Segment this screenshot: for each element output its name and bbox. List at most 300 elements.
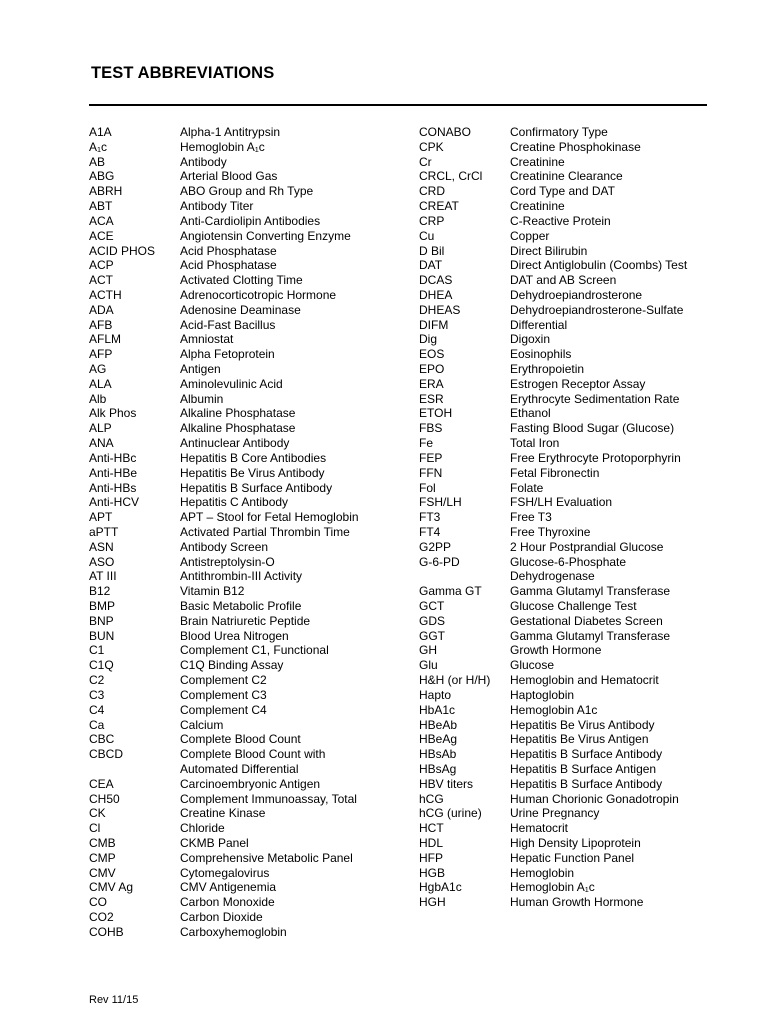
abbreviation-meaning: Adrenocorticotropic Hormone [180, 287, 337, 302]
left-abbreviation-column [89, 125, 359, 940]
abbreviation-meaning: Hepatitis Be Virus Antibody [510, 717, 655, 732]
abbreviation: FEP [419, 450, 443, 465]
abbreviation: AFB [89, 317, 113, 332]
abbreviation-row [419, 184, 687, 199]
abbreviation: C1 [89, 643, 105, 658]
abbreviation: AT III [89, 569, 117, 584]
abbreviation: DCAS [419, 273, 453, 288]
abbreviation: BMP [89, 599, 116, 613]
abbreviation-meaning: CKMB Panel [180, 836, 249, 850]
abbreviation-meaning: Free T3 [510, 510, 552, 525]
abbreviation-row [89, 199, 359, 214]
abbreviation: ANA [89, 436, 114, 451]
abbreviation-row [89, 406, 359, 421]
abbreviation: CO2 [89, 910, 114, 925]
abbreviation-row [89, 866, 359, 881]
abbreviation-meaning: Eosinophils [510, 347, 572, 362]
abbreviation: FSH/LH [419, 495, 462, 510]
abbreviation-row [89, 629, 359, 644]
abbreviation: C3 [89, 687, 105, 702]
abbreviation-row [419, 569, 687, 584]
abbreviation-row [89, 925, 359, 940]
abbreviation: GDS [419, 613, 446, 628]
abbreviation: CRP [419, 213, 445, 228]
abbreviation-row [89, 451, 359, 466]
abbreviation: AFP [89, 347, 113, 362]
abbreviation-meaning: Gamma Glutamyl Transferase [510, 584, 671, 599]
abbreviation-row [89, 436, 359, 451]
abbreviation: C2 [89, 673, 105, 688]
abbreviation-row [419, 540, 687, 555]
abbreviation-meaning: Antibody Screen [180, 539, 269, 554]
abbreviation: Ca [89, 717, 105, 732]
abbreviation-meaning: Erythropoietin [510, 362, 585, 376]
abbreviation: CMB [89, 836, 116, 850]
abbreviation-meaning: Hemoglobin [510, 865, 575, 880]
abbreviation-meaning: ABO Group and Rh Type [180, 184, 314, 199]
abbreviation-meaning: Copper [510, 228, 550, 243]
abbreviation-row [89, 880, 359, 895]
abbreviation-meaning: Estrogen Receptor Assay [510, 376, 646, 391]
abbreviation-row [89, 229, 359, 244]
abbreviation: Alb [89, 391, 107, 406]
abbreviation: HCT [419, 821, 444, 836]
abbreviation-meaning: Complete Blood Count [180, 732, 301, 747]
abbreviation-row [419, 673, 687, 688]
abbreviation-meaning: Antistreptolysin-O [180, 554, 275, 569]
abbreviation: CK [89, 806, 106, 821]
abbreviation: G2PP [419, 539, 452, 554]
abbreviation: BUN [89, 628, 115, 643]
abbreviation-row [419, 599, 687, 614]
abbreviation: ABT [89, 199, 113, 214]
abbreviation-row [89, 658, 359, 673]
abbreviation [89, 762, 180, 777]
abbreviation-meaning: Dehydroepiandrosterone [510, 287, 643, 302]
abbreviation-row [419, 614, 687, 629]
abbreviation-meaning: Alkaline Phosphatase [180, 406, 296, 421]
abbreviation-row [419, 169, 687, 184]
abbreviation: HBsAg [419, 761, 457, 776]
abbreviation-meaning: Hepatitis B Core Antibodies [180, 450, 327, 465]
abbreviation-meaning: Total Iron [510, 436, 560, 451]
abbreviation-meaning: Direct Antiglobulin (Coombs) Test [510, 258, 688, 273]
abbreviation-row [89, 614, 359, 629]
abbreviation: AG [89, 362, 107, 376]
abbreviation-row [89, 421, 359, 436]
abbreviation-row [89, 332, 359, 347]
abbreviation-row [89, 362, 359, 377]
abbreviation: GCT [419, 599, 445, 613]
abbreviation-meaning: Carboxyhemoglobin [180, 924, 287, 939]
abbreviation: CH50 [89, 791, 120, 806]
abbreviation: hCG [419, 791, 444, 806]
abbreviation-meaning: Human Growth Hormone [510, 895, 644, 910]
abbreviation: CREAT [419, 199, 459, 214]
abbreviation-meaning: Dehydroepiandrosterone-Sulfate [510, 302, 684, 317]
abbreviation-row [89, 392, 359, 407]
abbreviation: GGT [419, 628, 445, 643]
abbreviation-row [89, 125, 359, 140]
abbreviation: ACE [89, 228, 114, 243]
abbreviation: Cl [89, 821, 101, 836]
abbreviation: BNP [89, 613, 114, 628]
abbreviation-row [419, 851, 687, 866]
abbreviation-meaning: Alpha-1 Antitrypsin [180, 125, 281, 139]
abbreviation-row [89, 273, 359, 288]
abbreviation-row [419, 836, 687, 851]
abbreviation: EOS [419, 347, 445, 362]
abbreviation-row [419, 244, 687, 259]
abbreviation-row [89, 288, 359, 303]
abbreviation-row [419, 806, 687, 821]
abbreviation: HGB [419, 865, 446, 880]
abbreviation-row [89, 169, 359, 184]
abbreviation: Fol [419, 480, 436, 495]
abbreviation: C4 [89, 702, 105, 717]
abbreviation-meaning: Alpha Fetoprotein [180, 347, 275, 362]
abbreviation-meaning: Cord Type and DAT [510, 184, 615, 199]
abbreviation: CBCD [89, 747, 124, 762]
abbreviation-meaning: Glucose-6-Phosphate [510, 554, 627, 569]
abbreviation: HBeAb [419, 717, 458, 732]
abbreviation: H&H (or H/H) [419, 673, 491, 688]
abbreviation: Glu [419, 658, 438, 673]
abbreviation-meaning: Human Chorionic Gonadotropin [510, 791, 679, 806]
abbreviation-row [419, 658, 687, 673]
abbreviation-meaning: Hemoglobin and Hematocrit [510, 673, 659, 688]
title-divider [89, 104, 707, 106]
abbreviation-row [419, 895, 687, 910]
abbreviation-meaning: CMV Antigenemia [180, 880, 277, 895]
abbreviation-row [419, 481, 687, 496]
abbreviation-meaning: Dehydrogenase [510, 569, 595, 584]
abbreviation-meaning: Creatinine Clearance [510, 169, 623, 184]
abbreviation-meaning: Growth Hormone [510, 643, 602, 658]
abbreviation: Anti-HBe [89, 465, 138, 480]
abbreviation-meaning: Activated Partial Thrombin Time [180, 524, 350, 539]
abbreviation-meaning: Hepatic Function Panel [510, 850, 635, 865]
abbreviation-row [419, 155, 687, 170]
abbreviation-meaning: Acid-Fast Bacillus [180, 317, 276, 332]
abbreviation-row [419, 732, 687, 747]
abbreviation: aPTT [89, 524, 119, 539]
abbreviation: CEA [89, 776, 114, 791]
abbreviation: CO [89, 895, 107, 910]
abbreviation-meaning: Anti-Cardiolipin Antibodies [180, 213, 321, 228]
abbreviation-meaning: Free Thyroxine [510, 524, 591, 539]
abbreviation-meaning: High Density Lipoprotein [510, 836, 641, 850]
abbreviation-row [419, 792, 687, 807]
abbreviation: HBV titers [419, 776, 474, 791]
abbreviation: HDL [419, 836, 444, 850]
abbreviation-meaning: Vitamin B12 [180, 584, 245, 599]
abbreviation: HBeAg [419, 732, 458, 747]
abbreviation-row [89, 258, 359, 273]
abbreviation-meaning: Cytomegalovirus [180, 865, 270, 880]
abbreviation-meaning: Free Erythrocyte Protoporphyrin [510, 450, 681, 465]
abbreviation: EPO [419, 362, 445, 376]
abbreviation-meaning: Alkaline Phosphatase [180, 421, 296, 436]
abbreviation-row [419, 318, 687, 333]
abbreviation-meaning: Glucose [510, 658, 555, 673]
abbreviation: ERA [419, 376, 444, 391]
abbreviation: DHEAS [419, 302, 461, 317]
abbreviation-row [89, 732, 359, 747]
abbreviation-meaning: Automated Differential [180, 761, 299, 776]
abbreviation: DHEA [419, 287, 453, 302]
abbreviation-meaning: Hematocrit [510, 821, 569, 836]
abbreviation-row [89, 184, 359, 199]
abbreviation-row [419, 688, 687, 703]
abbreviation-meaning: Antigen [180, 362, 221, 376]
abbreviation-row [89, 347, 359, 362]
abbreviation-meaning: Activated Clotting Time [180, 273, 303, 288]
abbreviation: HBsAb [419, 747, 457, 762]
abbreviation-meaning: Calcium [180, 717, 224, 732]
abbreviation: ASN [89, 539, 114, 554]
abbreviation-row [89, 777, 359, 792]
abbreviation-row [89, 836, 359, 851]
abbreviation-meaning: Hepatitis B Surface Antibody [510, 747, 663, 762]
abbreviation-row [419, 525, 687, 540]
abbreviation-row [89, 155, 359, 170]
right-abbreviation-column [419, 125, 687, 910]
abbreviation: Anti-HBc [89, 450, 137, 465]
abbreviation: ETOH [419, 406, 453, 421]
abbreviation: HGH [419, 895, 446, 910]
abbreviation-row [89, 569, 359, 584]
abbreviation: Cr [419, 154, 432, 169]
abbreviation: CMP [89, 850, 116, 865]
abbreviation: Anti-HBs [89, 480, 137, 495]
abbreviation-meaning: Gestational Diabetes Screen [510, 613, 663, 628]
abbreviation-meaning: Complement C2 [180, 673, 267, 688]
abbreviation-row [419, 258, 687, 273]
abbreviation-meaning: C1Q Binding Assay [180, 658, 284, 673]
abbreviation-row [419, 703, 687, 718]
abbreviation-row [419, 880, 687, 895]
abbreviation-meaning: Creatinine [510, 199, 565, 214]
abbreviation-row [89, 673, 359, 688]
abbreviation-meaning: Antibody Titer [180, 199, 254, 214]
abbreviation-row [89, 910, 359, 925]
abbreviation-meaning: FSH/LH Evaluation [510, 495, 613, 510]
abbreviation-meaning: Differential [510, 317, 568, 332]
abbreviation: Cu [419, 228, 435, 243]
abbreviation: ACT [89, 273, 113, 288]
abbreviation-row [419, 288, 687, 303]
abbreviation-row [419, 406, 687, 421]
abbreviation-meaning: Creatinine [510, 154, 565, 169]
abbreviation-meaning: Ethanol [510, 406, 551, 421]
abbreviation-row [89, 821, 359, 836]
abbreviation-meaning: Brain Natriuretic Peptide [180, 613, 311, 628]
abbreviation-meaning: Complement Immunoassay, Total [180, 791, 357, 806]
abbreviation: DIFM [419, 317, 449, 332]
abbreviation-row [89, 643, 359, 658]
abbreviation-row [419, 303, 687, 318]
abbreviation: B12 [89, 584, 111, 599]
abbreviation-row [89, 688, 359, 703]
abbreviation-row [89, 525, 359, 540]
abbreviation-row [419, 777, 687, 792]
abbreviation-meaning: Glucose Challenge Test [510, 599, 637, 613]
abbreviation-meaning: Hepatitis C Antibody [180, 495, 289, 510]
abbreviation-meaning: 2 Hour Postprandial Glucose [510, 539, 664, 554]
abbreviation-row [419, 273, 687, 288]
abbreviation-row [89, 851, 359, 866]
abbreviation-meaning: Hemoglobin A1c [510, 702, 598, 717]
abbreviation-meaning: Complement C4 [180, 702, 267, 717]
abbreviation-row [419, 555, 687, 570]
abbreviation-row [419, 229, 687, 244]
revision-footer: Rev 11/15 [89, 994, 139, 1006]
abbreviation-row [419, 747, 687, 762]
abbreviation: ESR [419, 391, 444, 406]
abbreviation: Hapto [419, 687, 452, 702]
abbreviation-meaning: Amniostat [180, 332, 234, 347]
abbreviation: FT4 [419, 524, 441, 539]
abbreviation: ACP [89, 258, 114, 273]
abbreviation-row [419, 510, 687, 525]
abbreviation-row [89, 599, 359, 614]
abbreviation: A1A [89, 125, 112, 139]
abbreviation-row [419, 377, 687, 392]
abbreviation-row [89, 806, 359, 821]
abbreviation-meaning: Fetal Fibronectin [510, 465, 600, 480]
abbreviation-row [419, 214, 687, 229]
abbreviation-meaning: Basic Metabolic Profile [180, 599, 302, 613]
abbreviation-row [89, 140, 359, 155]
abbreviation-meaning: Hemoglobin A₁c [510, 880, 595, 895]
abbreviation-meaning: Complement C3 [180, 687, 267, 702]
abbreviation-row [419, 866, 687, 881]
abbreviation: hCG (urine) [419, 806, 482, 821]
abbreviation-row [89, 762, 359, 777]
abbreviation-meaning: Arterial Blood Gas [180, 169, 278, 184]
abbreviation-row [89, 481, 359, 496]
abbreviation-meaning: Confirmatory Type [510, 125, 608, 139]
abbreviation: D Bil [419, 243, 445, 258]
abbreviation: HFP [419, 850, 443, 865]
abbreviation-meaning: Hepatitis Be Virus Antigen [510, 732, 649, 747]
abbreviation-row [419, 332, 687, 347]
abbreviation-meaning: Adenosine Deaminase [180, 302, 301, 317]
abbreviation: ALA [89, 376, 112, 391]
abbreviation-row [419, 362, 687, 377]
abbreviation: ASO [89, 554, 115, 569]
page-title: TEST ABBREVIATIONS [91, 64, 275, 82]
abbreviation: ABRH [89, 184, 123, 199]
abbreviation: HgbA1c [419, 880, 462, 895]
abbreviation-meaning: Erythrocyte Sedimentation Rate [510, 391, 680, 406]
abbreviation-row [419, 125, 687, 140]
abbreviation-meaning: Carbon Monoxide [180, 895, 275, 910]
abbreviation: ALP [89, 421, 112, 436]
abbreviation-meaning: Creatine Phosphokinase [510, 139, 641, 154]
abbreviation-row [419, 199, 687, 214]
abbreviation: CRCL, CrCl [419, 169, 483, 184]
abbreviation-row [419, 451, 687, 466]
abbreviation: Fe [419, 436, 434, 451]
abbreviation-row [89, 718, 359, 733]
abbreviation-row [89, 466, 359, 481]
abbreviation-meaning: Folate [510, 480, 544, 495]
abbreviation-row [419, 718, 687, 733]
abbreviation: CONABO [419, 125, 472, 139]
abbreviation-row [89, 318, 359, 333]
abbreviation-meaning: Complete Blood Count with [180, 747, 326, 762]
abbreviation-meaning: Acid Phosphatase [180, 258, 277, 273]
abbreviation-row [419, 347, 687, 362]
abbreviation-meaning: Blood Urea Nitrogen [180, 628, 289, 643]
abbreviation-row [89, 703, 359, 718]
abbreviation: AFLM [89, 332, 122, 347]
abbreviation-meaning: Carbon Dioxide [180, 910, 263, 925]
abbreviation: CPK [419, 139, 444, 154]
abbreviation: Gamma GT [419, 584, 482, 599]
abbreviation-meaning: Gamma Glutamyl Transferase [510, 628, 671, 643]
abbreviation-meaning: Haptoglobin [510, 687, 575, 702]
abbreviation-row [419, 392, 687, 407]
abbreviation: DAT [419, 258, 443, 273]
abbreviation-row [419, 140, 687, 155]
abbreviation: HbA1c [419, 702, 456, 717]
abbreviation-row [419, 495, 687, 510]
abbreviation: ACID PHOS [89, 243, 156, 258]
abbreviation-meaning: APT – Stool for Fetal Hemoglobin [180, 510, 359, 525]
abbreviation-meaning: C-Reactive Protein [510, 213, 611, 228]
abbreviation: CMV Ag [89, 880, 134, 895]
abbreviation: AB [89, 154, 106, 169]
abbreviation-row [89, 895, 359, 910]
abbreviation-row [89, 792, 359, 807]
abbreviation-meaning: Angiotensin Converting Enzyme [180, 228, 351, 243]
abbreviation-row [419, 762, 687, 777]
abbreviation-meaning: Fasting Blood Sugar (Glucose) [510, 421, 675, 436]
abbreviation-meaning: Digoxin [510, 332, 551, 347]
abbreviation: C1Q [89, 658, 114, 673]
abbreviation-meaning: Hepatitis Be Virus Antibody [180, 465, 325, 480]
abbreviation: FBS [419, 421, 443, 436]
abbreviation: ACA [89, 213, 114, 228]
abbreviation-meaning: Aminolevulinic Acid [180, 376, 283, 391]
abbreviation-meaning: Urine Pregnancy [510, 806, 600, 821]
abbreviation-row [419, 466, 687, 481]
abbreviation-meaning: Antithrombin-III Activity [180, 569, 303, 584]
abbreviation: FT3 [419, 510, 441, 525]
abbreviation-meaning: Comprehensive Metabolic Panel [180, 850, 353, 865]
abbreviation-meaning: Albumin [180, 391, 224, 406]
abbreviation-row [89, 540, 359, 555]
abbreviation-meaning: Hepatitis B Surface Antigen [510, 761, 657, 776]
abbreviation: FFN [419, 465, 443, 480]
abbreviation-meaning: Chloride [180, 821, 225, 836]
abbreviation-row [419, 421, 687, 436]
abbreviation: CMV [89, 865, 116, 880]
abbreviation-meaning: DAT and AB Screen [510, 273, 617, 288]
abbreviation-meaning: Carcinoembryonic Antigen [180, 776, 321, 791]
abbreviation: ABG [89, 169, 115, 184]
abbreviation-row [419, 629, 687, 644]
abbreviation: ACTH [89, 287, 122, 302]
abbreviation-meaning: Hepatitis B Surface Antibody [180, 480, 333, 495]
abbreviation-meaning: Hepatitis B Surface Antibody [510, 776, 663, 791]
abbreviation: G-6-PD [419, 554, 460, 569]
abbreviation-meaning: Complement C1, Functional [180, 643, 329, 658]
abbreviation: COHB [89, 924, 124, 939]
